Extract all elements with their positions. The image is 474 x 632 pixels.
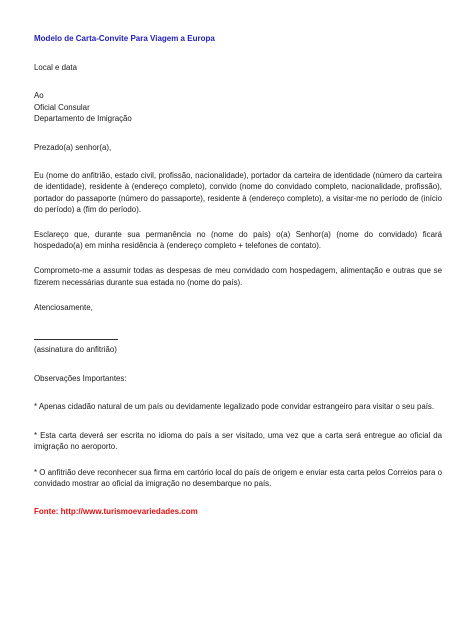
paragraph-stay: Esclareço que, durante sua permanência no (nome do país) o(a) Senhor(a) (nome do convidado) ficará hospedado(a) em minha residência à (endereço completo + telefones de contato).: [34, 230, 442, 251]
note-1: * Apenas cidadão natural de um país ou devidamente legalizado pode convidar estrangeiro para visitar o seu país.: [34, 402, 435, 412]
note-2: * Esta carta deverá ser escrita no idioma do país a ser visitado, uma vez que a carta será entregue ao oficial da imigração no aeroporto.: [34, 431, 442, 452]
document-title: Modelo de Carta-Convite Para Viagem a Europa: [34, 34, 215, 43]
paragraph-invitation: Eu (nome do anfitrião, estado civil, profissão, nacionalidade), portador da carteira de identidade (número da carteira de identidade), residente à (endereço completo), convido (nome do convidado completo, nacionalidade, profissão), portador do passaporte (número do passaporte), residente à (endereço completo), a visitar-me no período de (início do período) a (fim do período).: [34, 171, 442, 214]
notes-heading: Observações Importantes:: [34, 373, 127, 383]
note-3: * O anfitrião deve reconhecer sua firma em cartório local do país de origem e enviar esta carta pelos Correios para o convidado mostrar ao oficial da imigração no desembarque no país.: [34, 467, 442, 488]
recipient-line-3: Departamento de Imigração: [34, 113, 132, 123]
letter-content: [34, 33, 442, 518]
closing: Atenciosamente,: [34, 302, 93, 312]
signature-label: (assinatura do anfitrião): [34, 345, 117, 355]
recipient-line-2: Oficial Consular: [34, 102, 90, 112]
recipient-block: [34, 90, 442, 124]
paragraph-commitment: Comprometo-me a assumir todas as despesas de meu convidado com hospedagem, alimentação e outras que se fizerem necessárias durante sua estada no (nome do país).: [34, 266, 442, 287]
source-link[interactable]: Fonte: http://www.turismoevariedades.com: [34, 507, 198, 517]
signature-line: [34, 339, 118, 340]
place-date: Local e data: [34, 62, 77, 72]
recipient-line-1: Ao: [34, 91, 44, 101]
salutation: Prezado(a) senhor(a),: [34, 142, 112, 152]
